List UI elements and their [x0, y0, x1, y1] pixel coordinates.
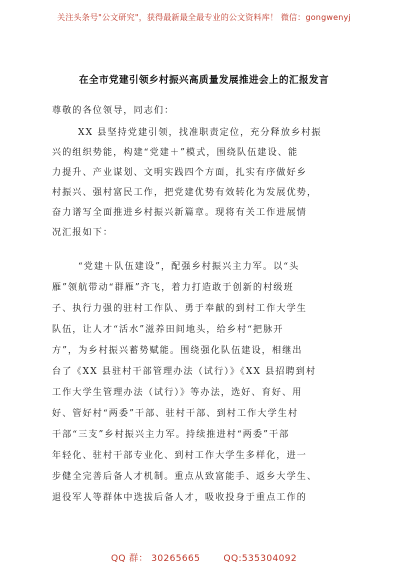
- paragraph-line: 雁”领航带动“群雁”齐飞，着力打造敢于创新的村级班: [52, 283, 294, 293]
- paragraph-line: 力提升、产业谋划、文明实践四个方面，扎实有序做好乡: [52, 168, 308, 178]
- footer-contact: [0, 551, 408, 564]
- footer-qq-group: QQ 群： 30265665: [110, 554, 201, 564]
- paragraph-line: “党建＋队伍建设”，配强乡村振兴主力军。以“头: [78, 262, 300, 272]
- paragraph-line: 况汇报如下：: [52, 228, 114, 238]
- salutation: 尊敬的各位领导，同志们：: [52, 106, 175, 116]
- paragraph-line: 年轻化、驻村干部专业化、到村工作大学生多样化，进一: [52, 451, 308, 461]
- paragraph-line: 奋力谱写全面推进乡村振兴新篇章。现将有关工作进展情: [52, 208, 308, 218]
- paragraph-line: 兴的组织势能，构建“党建＋”模式，围绕队伍建设、能: [52, 148, 299, 158]
- document-title: 在全市党建引领乡村振兴高质量发展推进会上的汇报发言: [78, 75, 329, 86]
- footer-qq-number: QQ:535304092: [223, 554, 298, 564]
- paragraph-line: 方”，为乡村振兴蓄势赋能。围绕强化队伍建设，相继出: [52, 346, 303, 356]
- header-note: 关注头条号"公文研究"，获得最新最全最专业的公文资料库！ 微信：gongwenyj: [57, 13, 351, 22]
- paragraph-line: 台了《XX 县驻村干部管理办法（试行）》《XX 县招聘到村: [52, 367, 317, 377]
- paragraph-line: 干部“三支”乡村振兴主力军。持续推进村“两委”干部: [52, 430, 290, 440]
- paragraph-line: 退役军人等群体中选拔后备人才，吸收投身于重点工作的: [52, 493, 308, 503]
- paragraph-line: 子、执行力强的驻村工作队、勇于奉献的到村工作大学生: [52, 304, 308, 314]
- paragraph-line: 工作大学生管理办法（试行）》等办法，选好、育好、用: [52, 388, 303, 398]
- paragraph-line: 步健全完善后备人才机制。重点从致富能手、返乡大学生、: [52, 472, 318, 482]
- paragraph-line: 好、管好村“两委”干部、驻村干部、到村工作大学生村: [52, 409, 299, 419]
- paragraph-line: 队伍，让人才“活水”滋养田间地头，给乡村“把脉开: [52, 325, 284, 335]
- paragraph-line: XX 县坚持党建引领，找准职责定位，充分释放乡村振: [78, 128, 322, 138]
- paragraph-line: 村振兴、强村富民工作，把党建优势有效转化为发展优势，: [52, 188, 318, 198]
